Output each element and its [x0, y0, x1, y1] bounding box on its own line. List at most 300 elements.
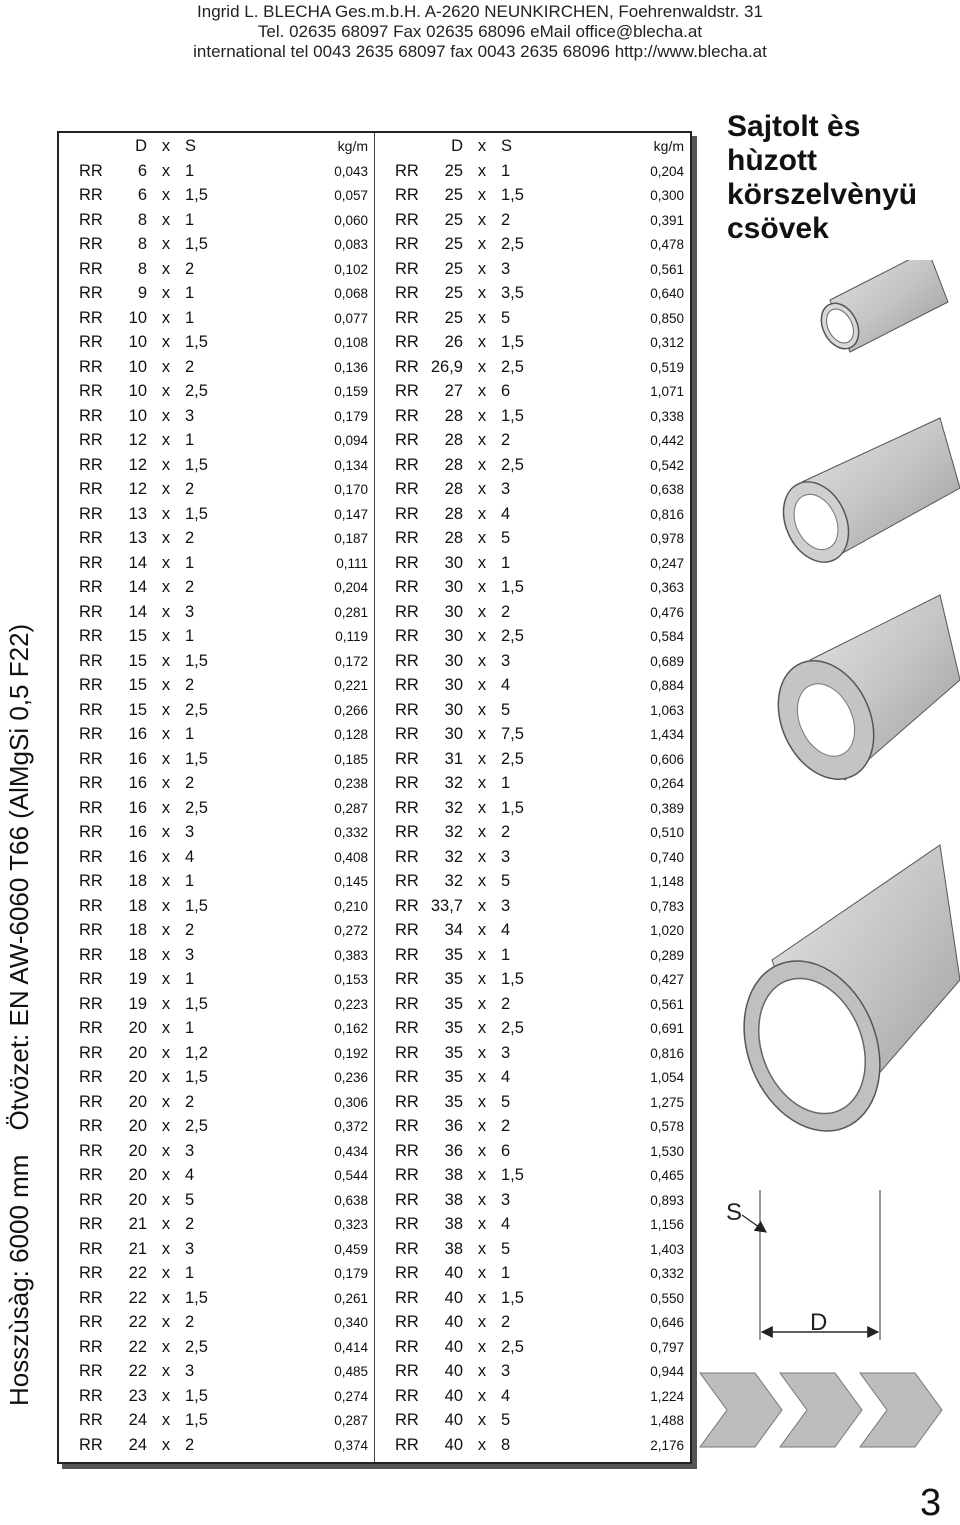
- wall-thickness: 2,5: [501, 235, 524, 254]
- outer-diameter: 38: [444, 1215, 463, 1234]
- profile-code: RR: [79, 308, 103, 327]
- outer-diameter: 40: [444, 1386, 463, 1405]
- profile-code: RR: [79, 823, 103, 842]
- weight-per-meter: 0,578: [650, 1119, 684, 1135]
- wall-thickness: 2: [185, 357, 195, 376]
- outer-diameter: 30: [444, 553, 463, 572]
- weight-per-meter: 1,275: [650, 1094, 684, 1110]
- header-d: D: [451, 136, 463, 155]
- outer-diameter: 26,9: [430, 357, 463, 376]
- outer-diameter: 30: [444, 602, 463, 621]
- times-sign: x: [477, 455, 487, 474]
- wall-thickness: 4: [185, 1166, 195, 1185]
- length-label: Hosszùsàg: 6000 mm: [4, 1154, 34, 1406]
- profile-code: RR: [79, 1117, 103, 1136]
- times-sign: x: [477, 1411, 487, 1430]
- wall-thickness: 3: [501, 651, 511, 670]
- times-sign: x: [477, 259, 487, 278]
- profile-code: RR: [395, 872, 419, 891]
- outer-diameter: 19: [128, 994, 147, 1013]
- weight-per-meter: 0,465: [650, 1168, 684, 1184]
- profile-code: RR: [395, 1117, 419, 1136]
- profile-code: RR: [79, 1043, 103, 1062]
- weight-per-meter: 0,414: [334, 1339, 368, 1355]
- weight-per-meter: 0,287: [334, 800, 368, 816]
- weight-per-meter: 0,561: [650, 261, 684, 277]
- wall-thickness: 1,5: [185, 749, 208, 768]
- outer-diameter: 28: [444, 529, 463, 548]
- profile-code: RR: [395, 1435, 419, 1454]
- table-row: [375, 919, 690, 944]
- profile-code: RR: [395, 431, 419, 450]
- times-sign: x: [477, 1092, 487, 1111]
- table-row: [375, 1139, 690, 1164]
- profile-code: RR: [395, 896, 419, 915]
- wall-thickness: 1,2: [185, 1043, 208, 1062]
- table-row: [59, 649, 374, 674]
- profile-code: RR: [79, 1141, 103, 1160]
- times-sign: x: [477, 382, 487, 401]
- company-international-line: international tel 0043 2635 68097 fax 0043 2635 68096 http://www.blecha.at: [193, 42, 767, 61]
- outer-diameter: 22: [128, 1264, 147, 1283]
- outer-diameter: 30: [444, 676, 463, 695]
- times-sign: x: [477, 774, 487, 793]
- profile-code: RR: [395, 847, 419, 866]
- weight-per-meter: 0,057: [334, 188, 368, 204]
- wall-thickness: 4: [501, 676, 511, 695]
- times-sign: x: [477, 798, 487, 817]
- times-sign: x: [161, 553, 171, 572]
- table-row: [375, 257, 690, 282]
- outer-diameter: 40: [444, 1288, 463, 1307]
- wall-thickness: 2: [185, 578, 195, 597]
- table-row: [375, 968, 690, 993]
- profile-code: RR: [79, 1313, 103, 1332]
- weight-per-meter: 0,542: [650, 457, 684, 473]
- table-row: [375, 208, 690, 233]
- table-row: [59, 772, 374, 797]
- outer-diameter: 34: [444, 921, 463, 940]
- header-x: x: [161, 136, 171, 155]
- wall-thickness: 3: [501, 259, 511, 278]
- outer-diameter: 22: [128, 1337, 147, 1356]
- times-sign: x: [161, 970, 171, 989]
- profile-code: RR: [79, 896, 103, 915]
- wall-thickness: 1,5: [185, 1386, 208, 1405]
- table-row: [375, 331, 690, 356]
- times-sign: x: [161, 1239, 171, 1258]
- table-row: [59, 919, 374, 944]
- table-row: [59, 1360, 374, 1385]
- wall-thickness: 2,5: [185, 798, 208, 817]
- weight-per-meter: 0,147: [334, 506, 368, 522]
- table-row: [375, 894, 690, 919]
- weight-per-meter: 0,893: [650, 1192, 684, 1208]
- outer-diameter: 26: [444, 333, 463, 352]
- profile-code: RR: [395, 406, 419, 425]
- outer-diameter: 30: [444, 651, 463, 670]
- profile-code: RR: [395, 994, 419, 1013]
- wall-thickness: 2: [501, 994, 511, 1013]
- title-line: körszelvènyü: [727, 178, 918, 211]
- times-sign: x: [477, 1239, 487, 1258]
- table-header-row: [59, 133, 374, 159]
- times-sign: x: [161, 186, 171, 205]
- times-sign: x: [477, 1190, 487, 1209]
- table-row: [375, 1335, 690, 1360]
- wall-thickness: 1: [185, 627, 195, 646]
- wall-thickness: 1,5: [501, 798, 524, 817]
- times-sign: x: [161, 1117, 171, 1136]
- outer-diameter: 32: [444, 872, 463, 891]
- header-s: S: [185, 136, 197, 155]
- times-sign: x: [161, 480, 171, 499]
- weight-per-meter: 0,816: [650, 506, 684, 522]
- title-line: Sajtolt ès: [727, 110, 861, 143]
- wall-thickness: 8: [501, 1435, 511, 1454]
- outer-diameter: 16: [128, 725, 147, 744]
- outer-diameter: 40: [444, 1362, 463, 1381]
- times-sign: x: [477, 994, 487, 1013]
- table-row: [375, 478, 690, 503]
- times-sign: x: [477, 823, 487, 842]
- table-row: [375, 404, 690, 429]
- wall-thickness: 1: [501, 774, 511, 793]
- table-row: [375, 747, 690, 772]
- table-row: [59, 208, 374, 233]
- wall-thickness: 1,5: [501, 1288, 524, 1307]
- wall-thickness: 2: [501, 431, 511, 450]
- wall-thickness-label: S: [726, 1199, 743, 1226]
- weight-per-meter: 0,111: [336, 555, 368, 571]
- profile-code: RR: [395, 1215, 419, 1234]
- outer-diameter: 13: [128, 529, 147, 548]
- table-row: [59, 355, 374, 380]
- wall-thickness: 3: [185, 406, 195, 425]
- weight-per-meter: 0,389: [650, 800, 684, 816]
- table-row: [59, 943, 374, 968]
- profile-code: RR: [79, 945, 103, 964]
- wall-thickness: 4: [185, 847, 195, 866]
- times-sign: x: [161, 700, 171, 719]
- times-sign: x: [161, 284, 171, 303]
- profile-code: RR: [395, 553, 419, 572]
- wall-thickness: 3: [501, 1043, 511, 1062]
- table-row: [375, 1017, 690, 1042]
- times-sign: x: [477, 749, 487, 768]
- table-row: [375, 600, 690, 625]
- profile-code: RR: [79, 333, 103, 352]
- profile-code: RR: [395, 1092, 419, 1111]
- outer-diameter: 30: [444, 578, 463, 597]
- times-sign: x: [161, 1337, 171, 1356]
- weight-per-meter: 0,391: [650, 212, 684, 228]
- profile-code: RR: [395, 627, 419, 646]
- outer-diameter: 25: [444, 235, 463, 254]
- arrow-right-icon: [780, 1373, 862, 1447]
- outer-diameter: 8: [137, 235, 147, 254]
- wall-thickness: 2: [501, 1117, 511, 1136]
- wall-thickness: 2,5: [185, 1337, 208, 1356]
- profile-code: RR: [395, 357, 419, 376]
- outer-diameter: 20: [128, 1068, 147, 1087]
- profile-code: RR: [79, 529, 103, 548]
- outer-diameter: 6: [137, 186, 147, 205]
- profile-code: RR: [79, 1190, 103, 1209]
- outer-diameter: 15: [128, 700, 147, 719]
- wall-thickness: 2: [501, 602, 511, 621]
- times-sign: x: [161, 1215, 171, 1234]
- wall-thickness: 1,5: [185, 896, 208, 915]
- table-row: [59, 1164, 374, 1189]
- times-sign: x: [477, 725, 487, 744]
- wall-thickness: 1,5: [501, 578, 524, 597]
- times-sign: x: [161, 455, 171, 474]
- profile-code: RR: [395, 602, 419, 621]
- outer-diameter: 22: [128, 1313, 147, 1332]
- weight-per-meter: 0,606: [650, 751, 684, 767]
- times-sign: x: [161, 1068, 171, 1087]
- profile-code: RR: [395, 1386, 419, 1405]
- wall-thickness: 2: [185, 921, 195, 940]
- weight-per-meter: 0,374: [334, 1437, 368, 1453]
- times-sign: x: [477, 676, 487, 695]
- times-sign: x: [161, 210, 171, 229]
- wall-thickness: 5: [501, 529, 511, 548]
- weight-per-meter: 0,172: [334, 653, 368, 669]
- weight-per-meter: 0,083: [334, 237, 368, 253]
- header-s: S: [501, 136, 513, 155]
- table-row: [59, 184, 374, 209]
- times-sign: x: [161, 749, 171, 768]
- times-sign: x: [161, 382, 171, 401]
- times-sign: x: [477, 1141, 487, 1160]
- profile-code: RR: [395, 161, 419, 180]
- header-x: x: [477, 136, 487, 155]
- table-row: [375, 674, 690, 699]
- outer-diameter: 40: [444, 1435, 463, 1454]
- outer-diameter: 14: [128, 602, 147, 621]
- times-sign: x: [161, 1043, 171, 1062]
- times-sign: x: [477, 431, 487, 450]
- profile-code: RR: [79, 602, 103, 621]
- table-row: [59, 698, 374, 723]
- table-row: [375, 355, 690, 380]
- table-row: [375, 1262, 690, 1287]
- times-sign: x: [477, 651, 487, 670]
- wall-thickness: 2,5: [185, 382, 208, 401]
- table-row: [59, 429, 374, 454]
- times-sign: x: [161, 578, 171, 597]
- outer-diameter: 24: [128, 1411, 147, 1430]
- arrow-right-icon: [700, 1373, 782, 1447]
- weight-per-meter: 0,162: [334, 1021, 368, 1037]
- wall-thickness: 1: [185, 308, 195, 327]
- outer-diameter: 10: [128, 333, 147, 352]
- table-row: [59, 404, 374, 429]
- wall-thickness: 4: [501, 1068, 511, 1087]
- table-row: [59, 1433, 374, 1458]
- table-row: [59, 1237, 374, 1262]
- profile-code: RR: [395, 651, 419, 670]
- table-row: [59, 551, 374, 576]
- times-sign: x: [477, 186, 487, 205]
- outer-diameter: 16: [128, 774, 147, 793]
- diameter-label: D: [810, 1309, 828, 1336]
- outer-diameter: 32: [444, 823, 463, 842]
- weight-per-meter: 0,077: [334, 310, 368, 326]
- profile-code: RR: [79, 627, 103, 646]
- times-sign: x: [161, 676, 171, 695]
- wall-thickness: 3: [185, 602, 195, 621]
- times-sign: x: [477, 210, 487, 229]
- times-sign: x: [477, 333, 487, 352]
- wall-thickness: 3: [501, 847, 511, 866]
- weight-per-meter: 0,102: [334, 261, 368, 277]
- outer-diameter: 38: [444, 1166, 463, 1185]
- weight-per-meter: 0,485: [334, 1364, 368, 1380]
- profile-code: RR: [395, 823, 419, 842]
- table-row: [59, 1311, 374, 1336]
- weight-per-meter: 0,638: [650, 482, 684, 498]
- table-row: [375, 1409, 690, 1434]
- wall-thickness: 2: [185, 774, 195, 793]
- profile-code: RR: [395, 1190, 419, 1209]
- outer-diameter: 16: [128, 798, 147, 817]
- wall-thickness: 2: [185, 1092, 195, 1111]
- outer-diameter: 16: [128, 823, 147, 842]
- profile-code: RR: [395, 259, 419, 278]
- weight-per-meter: 1,071: [650, 384, 684, 400]
- profile-code: RR: [79, 578, 103, 597]
- profile-code: RR: [395, 210, 419, 229]
- times-sign: x: [161, 1264, 171, 1283]
- table-row: [375, 870, 690, 895]
- profile-code: RR: [395, 1239, 419, 1258]
- wall-thickness: 3,5: [501, 284, 524, 303]
- wall-thickness: 3: [185, 1239, 195, 1258]
- side-specification: [2, 546, 36, 1406]
- profile-code: RR: [79, 1092, 103, 1111]
- wall-thickness: 2,5: [501, 749, 524, 768]
- times-sign: x: [161, 945, 171, 964]
- wall-thickness: 1: [185, 872, 195, 891]
- profile-code: RR: [395, 1362, 419, 1381]
- weight-per-meter: 0,223: [334, 996, 368, 1012]
- profile-code: RR: [79, 676, 103, 695]
- profile-code: RR: [395, 529, 419, 548]
- profile-code: RR: [79, 1239, 103, 1258]
- profile-code: RR: [395, 725, 419, 744]
- outer-diameter: 35: [444, 994, 463, 1013]
- table-row: [59, 1409, 374, 1434]
- weight-per-meter: 0,510: [650, 825, 684, 841]
- wall-thickness: 5: [185, 1190, 195, 1209]
- wall-thickness: 1,5: [185, 504, 208, 523]
- weight-per-meter: 0,312: [650, 335, 684, 351]
- times-sign: x: [161, 1411, 171, 1430]
- table-row: [59, 845, 374, 870]
- times-sign: x: [161, 529, 171, 548]
- table-row: [375, 1237, 690, 1262]
- wall-thickness: 1: [185, 1264, 195, 1283]
- profile-code: RR: [395, 578, 419, 597]
- outer-diameter: 18: [128, 945, 147, 964]
- weight-per-meter: 0,210: [334, 898, 368, 914]
- outer-diameter: 10: [128, 357, 147, 376]
- profile-code: RR: [79, 1362, 103, 1381]
- times-sign: x: [161, 1092, 171, 1111]
- times-sign: x: [161, 651, 171, 670]
- times-sign: x: [477, 480, 487, 499]
- profile-code: RR: [395, 455, 419, 474]
- profile-code: RR: [395, 749, 419, 768]
- weight-per-meter: 0,544: [334, 1168, 368, 1184]
- weight-per-meter: 0,383: [334, 947, 368, 963]
- table-row: [59, 233, 374, 258]
- profile-code: RR: [395, 1166, 419, 1185]
- times-sign: x: [477, 602, 487, 621]
- times-sign: x: [161, 896, 171, 915]
- profile-code: RR: [79, 1264, 103, 1283]
- wall-thickness: 3: [185, 1141, 195, 1160]
- table-row: [375, 1384, 690, 1409]
- table-row: [375, 943, 690, 968]
- wall-thickness: 2,5: [501, 627, 524, 646]
- wall-thickness: 2: [185, 259, 195, 278]
- wall-thickness: 3: [185, 945, 195, 964]
- wall-thickness: 5: [501, 308, 511, 327]
- weight-per-meter: 0,204: [650, 163, 684, 179]
- wall-thickness: 1,5: [501, 186, 524, 205]
- table-row: [375, 1115, 690, 1140]
- times-sign: x: [477, 1264, 487, 1283]
- times-sign: x: [161, 357, 171, 376]
- wall-thickness: 1: [185, 161, 195, 180]
- profile-code: RR: [79, 921, 103, 940]
- outer-diameter: 18: [128, 921, 147, 940]
- outer-diameter: 25: [444, 259, 463, 278]
- wall-thickness: 2,5: [501, 1337, 524, 1356]
- weight-per-meter: 0,159: [334, 384, 368, 400]
- weight-per-meter: 0,306: [334, 1094, 368, 1110]
- wall-thickness: 1,5: [501, 333, 524, 352]
- table-row: [59, 1139, 374, 1164]
- wall-thickness: 2: [501, 210, 511, 229]
- table-row: [375, 527, 690, 552]
- wall-thickness: 1: [501, 1264, 511, 1283]
- wall-thickness: 1,5: [185, 1411, 208, 1430]
- times-sign: x: [477, 1068, 487, 1087]
- profile-code: RR: [79, 1215, 103, 1234]
- wall-thickness: 2: [185, 529, 195, 548]
- weight-per-meter: 0,850: [650, 310, 684, 326]
- wall-thickness: 1: [501, 945, 511, 964]
- times-sign: x: [477, 1313, 487, 1332]
- outer-diameter: 25: [444, 284, 463, 303]
- weight-per-meter: 0,264: [650, 776, 684, 792]
- table-row: [375, 502, 690, 527]
- table-row: [59, 1384, 374, 1409]
- wall-thickness: 5: [501, 1411, 511, 1430]
- wall-thickness: 6: [501, 382, 511, 401]
- weight-per-meter: 0,550: [650, 1290, 684, 1306]
- wall-thickness: 1,5: [185, 235, 208, 254]
- outer-diameter: 15: [128, 651, 147, 670]
- title-line: csövek: [727, 212, 829, 245]
- outer-diameter: 35: [444, 1043, 463, 1062]
- table-row: [59, 527, 374, 552]
